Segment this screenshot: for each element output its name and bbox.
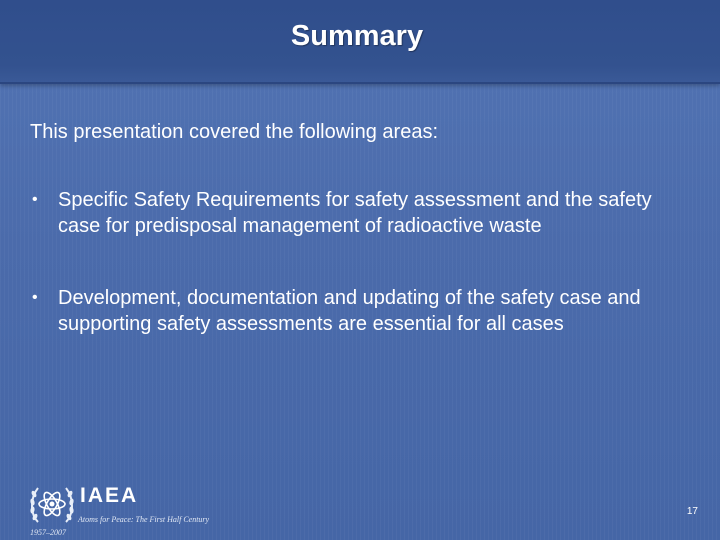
- logo-tagline: Atoms for Peace: The First Half Century: [78, 515, 210, 524]
- page-number: 17: [686, 506, 698, 517]
- title-bar: [0, 0, 720, 84]
- bullet-text: Specific Safety Requirements for safety assessment and the safety case for predisposal management of radioactive waste: [58, 189, 652, 237]
- logo-wordmark: IAEA: [80, 484, 139, 507]
- intro-text: This presentation covered the following areas:: [30, 121, 439, 143]
- slide-title: Summary: [290, 20, 424, 52]
- bullet-icon: •: [32, 289, 38, 306]
- iaea-logo: [28, 482, 228, 538]
- bullet-text: Development, documentation and updating of the safety case and supporting safety assessments are essential for all cases: [58, 287, 641, 335]
- bullet-icon: •: [32, 191, 38, 208]
- iaea-emblem-icon: [28, 482, 76, 526]
- bullet-list: [30, 187, 690, 383]
- bullet-item: [30, 187, 690, 239]
- bullet-item: [30, 285, 690, 337]
- logo-years: 1957–2007: [30, 528, 66, 537]
